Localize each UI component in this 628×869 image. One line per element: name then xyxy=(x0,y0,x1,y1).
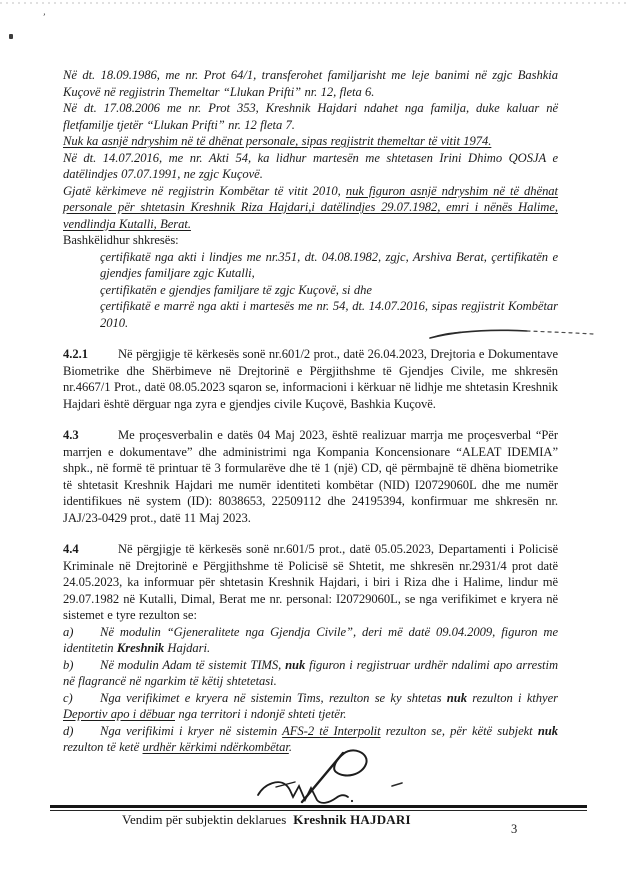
list-item-paragraph xyxy=(63,690,558,723)
paragraph-marker: d) xyxy=(63,723,74,738)
text-run: Nga verifikimet e kryera në sistemin Tims, rezulton se ky shtetas xyxy=(100,690,447,705)
signature-scribble xyxy=(246,749,411,807)
page-number: 3 xyxy=(511,822,518,836)
text-run: Në modulin Adam të sistemit TIMS, xyxy=(100,657,286,672)
paragraph xyxy=(63,150,558,183)
pen-stroke-underline-icon xyxy=(427,327,597,343)
section-paragraph xyxy=(63,427,558,526)
text-run: urdhër kërkimi ndërkombëtar xyxy=(142,740,289,754)
text-run: çertifikatën e gjendjes familjare të zgjc Kuçovë, si dhe xyxy=(100,282,372,297)
text-run: nuk figuron asnjë ndryshim në të dhënat personale për shtetasin Kreshnik Riza Hajdari,i datëlindjes 29.07.1982, emri i nënës Halime, vendlindja Kutalli, Berat. xyxy=(63,183,559,231)
text-run: Nga verifikimi i kryer në sistemin xyxy=(100,723,283,738)
text-run: Në dt. 14.07.2016, me nr. Akti 54, ka lidhur martesën me shtetasen Irini Dhimo QOSJA e datëlindjes 07.07.1991, ne zgjc Kuçovë. xyxy=(63,150,558,181)
paragraph-marker: 4.4 xyxy=(63,542,79,556)
paragraph-marker: 4.2.1 xyxy=(63,347,88,361)
paragraph xyxy=(63,67,558,100)
text-run: Në përgjigje të kërkesës sonë nr.601/5 prot., datë 05.05.2023, Departamenti i Policisë Kriminale në Drejtorinë e Përgjithshme të Policisë së Shtetit, me shkresën nr.2931/4 prot datë 24.05.2023, ka informuar për shtetasin Kreshnik Hajdari, i biri i Riza dhe i Halime, lindur më 29.07.1982 në Kutalli, Dimal, Berat me nr. personal: I20729060L, se nga verifikimet e kryera në sistemet e tyre rezulton se: xyxy=(63,542,558,622)
paragraph xyxy=(63,100,558,133)
text-run: . xyxy=(288,740,292,754)
paragraph-marker: b) xyxy=(63,657,74,672)
paragraph xyxy=(63,183,558,233)
text-run: Në dt. 17.08.2006 me nr. Prot 353, Kreshnik Hajdari ndahet nga familja, duke kaluar në fletfamilje tjetër “Llukan Prifti” nr. 12 fleta 7. xyxy=(63,101,558,132)
text-run: nuk xyxy=(285,657,306,672)
paragraph-marker: 4.3 xyxy=(63,428,79,442)
footer-caption xyxy=(122,812,411,828)
list-item-paragraph xyxy=(63,657,558,690)
text-run: Hajdari. xyxy=(164,641,211,655)
section-paragraph xyxy=(63,541,558,624)
text-run: nuk xyxy=(446,690,467,705)
text-run: Kreshnik xyxy=(116,641,165,655)
text-run: Në përgjigje të kërkesës sonë nr.601/2 prot., datë 26.04.2023, Drejtoria e Dokumentave Biometrike dhe Shërbimeve në Drejtorinë e Përgjithshme të Gjendjes Civile, me shkresën nr.4667/1 Prot., datë 08.05.2023 sqaron se, informacioni i kërkuar në lidhje me shtetasin Kreshnik Hajdari është dërguar nga zyra e gjendjes civile Kuçovë, Bashkia Kuçovë. xyxy=(63,347,558,411)
text-run: rezulton i kthyer xyxy=(466,690,558,705)
paragraph-marker: a) xyxy=(63,624,74,639)
document-body xyxy=(63,67,558,756)
paragraph xyxy=(63,133,558,150)
scan-artifact-curl: ’ xyxy=(40,11,47,24)
text-run: nuk xyxy=(537,723,558,738)
text-run: AFS-2 të Interpolit xyxy=(282,723,381,738)
footer-label: Vendim për subjektin deklarues xyxy=(122,812,287,827)
text-run: Me proçesverbalin e datës 04 Maj 2023, është realizuar marrja me proçesverbal “Për marrjen e dokumentave” dhe administrimi nga Kompania Koncensionare “ALEAT IDEMIA” shpk., në formë të printuar të 3 formularëve dhe të 1 (një) CD, që përmbajnë të dhëna biometrike të shtetasit Kreshnik Hajdari me numër identiteti kombëtar (NID) I20729060L dhe me numër identifikues në system (ID): 8038653, 22509112 dhe 24195394, konfirmuar me shkresën nr. JAJ/23-0429 prot., datë 11 Maj 2023. xyxy=(63,428,558,525)
text-run: Gjatë kërkimeve në regjistrin Kombëtar të vitit 2010, xyxy=(63,183,346,198)
text-run: Nuk ka asnjë ndryshim në të dhënat personale, sipas regjistrit themeltar të vitit 1974. xyxy=(63,134,492,148)
text-run: çertifikatë e marrë nga akti i martesës me nr. 54, dt. 14.07.2016, sipas regjistrit Kombëtar 2010. xyxy=(100,299,558,330)
paragraph-marker: c) xyxy=(63,690,73,705)
list-item-paragraph xyxy=(63,624,558,657)
paragraph xyxy=(100,249,558,282)
text-run: çertifikatë nga akti i lindjes me nr.351, dt. 04.08.1982, zgjc, Arshiva Berat, çertifikatën e gjendjes familjare zgjc Kutalli, xyxy=(100,249,558,280)
scan-artifact-top-line xyxy=(0,2,628,4)
footer-subject-name: Kreshnik HAJDARI xyxy=(293,812,411,827)
text-run: figuron i regjistruar urdhër ndalimi apo arrestim në flagrancë në ngarkim të këtij shtetetasi. xyxy=(63,657,558,688)
text-run: Në modulin “Gjeneralitete nga Gjendja Civile”, deri më datë 09.04.2009, figuron me identitetin xyxy=(63,624,558,655)
text-run: Deportiv apo i dëbuar xyxy=(63,707,175,721)
text-run: rezulton të ketë xyxy=(63,740,143,754)
text-run: Në dt. 18.09.1986, me nr. Prot 64/1, transferohet familjarisht me leje banimi në zgjc Bashkia Kuçovë në regjistrin Themeltar “Llukan Prifti” nr. 12, fleta 6. xyxy=(63,68,558,99)
text-run: nga territori i ndonjë shteti tjetër. xyxy=(175,707,347,721)
paragraph xyxy=(63,232,558,249)
scan-artifact-speck xyxy=(9,34,13,39)
footer-double-rule xyxy=(50,805,587,811)
section-paragraph xyxy=(63,346,558,412)
paragraph xyxy=(100,282,558,299)
text-run: Bashkëlidhur shkresës: xyxy=(63,233,179,247)
text-run: rezulton se, për këtë subjekt xyxy=(380,723,538,738)
